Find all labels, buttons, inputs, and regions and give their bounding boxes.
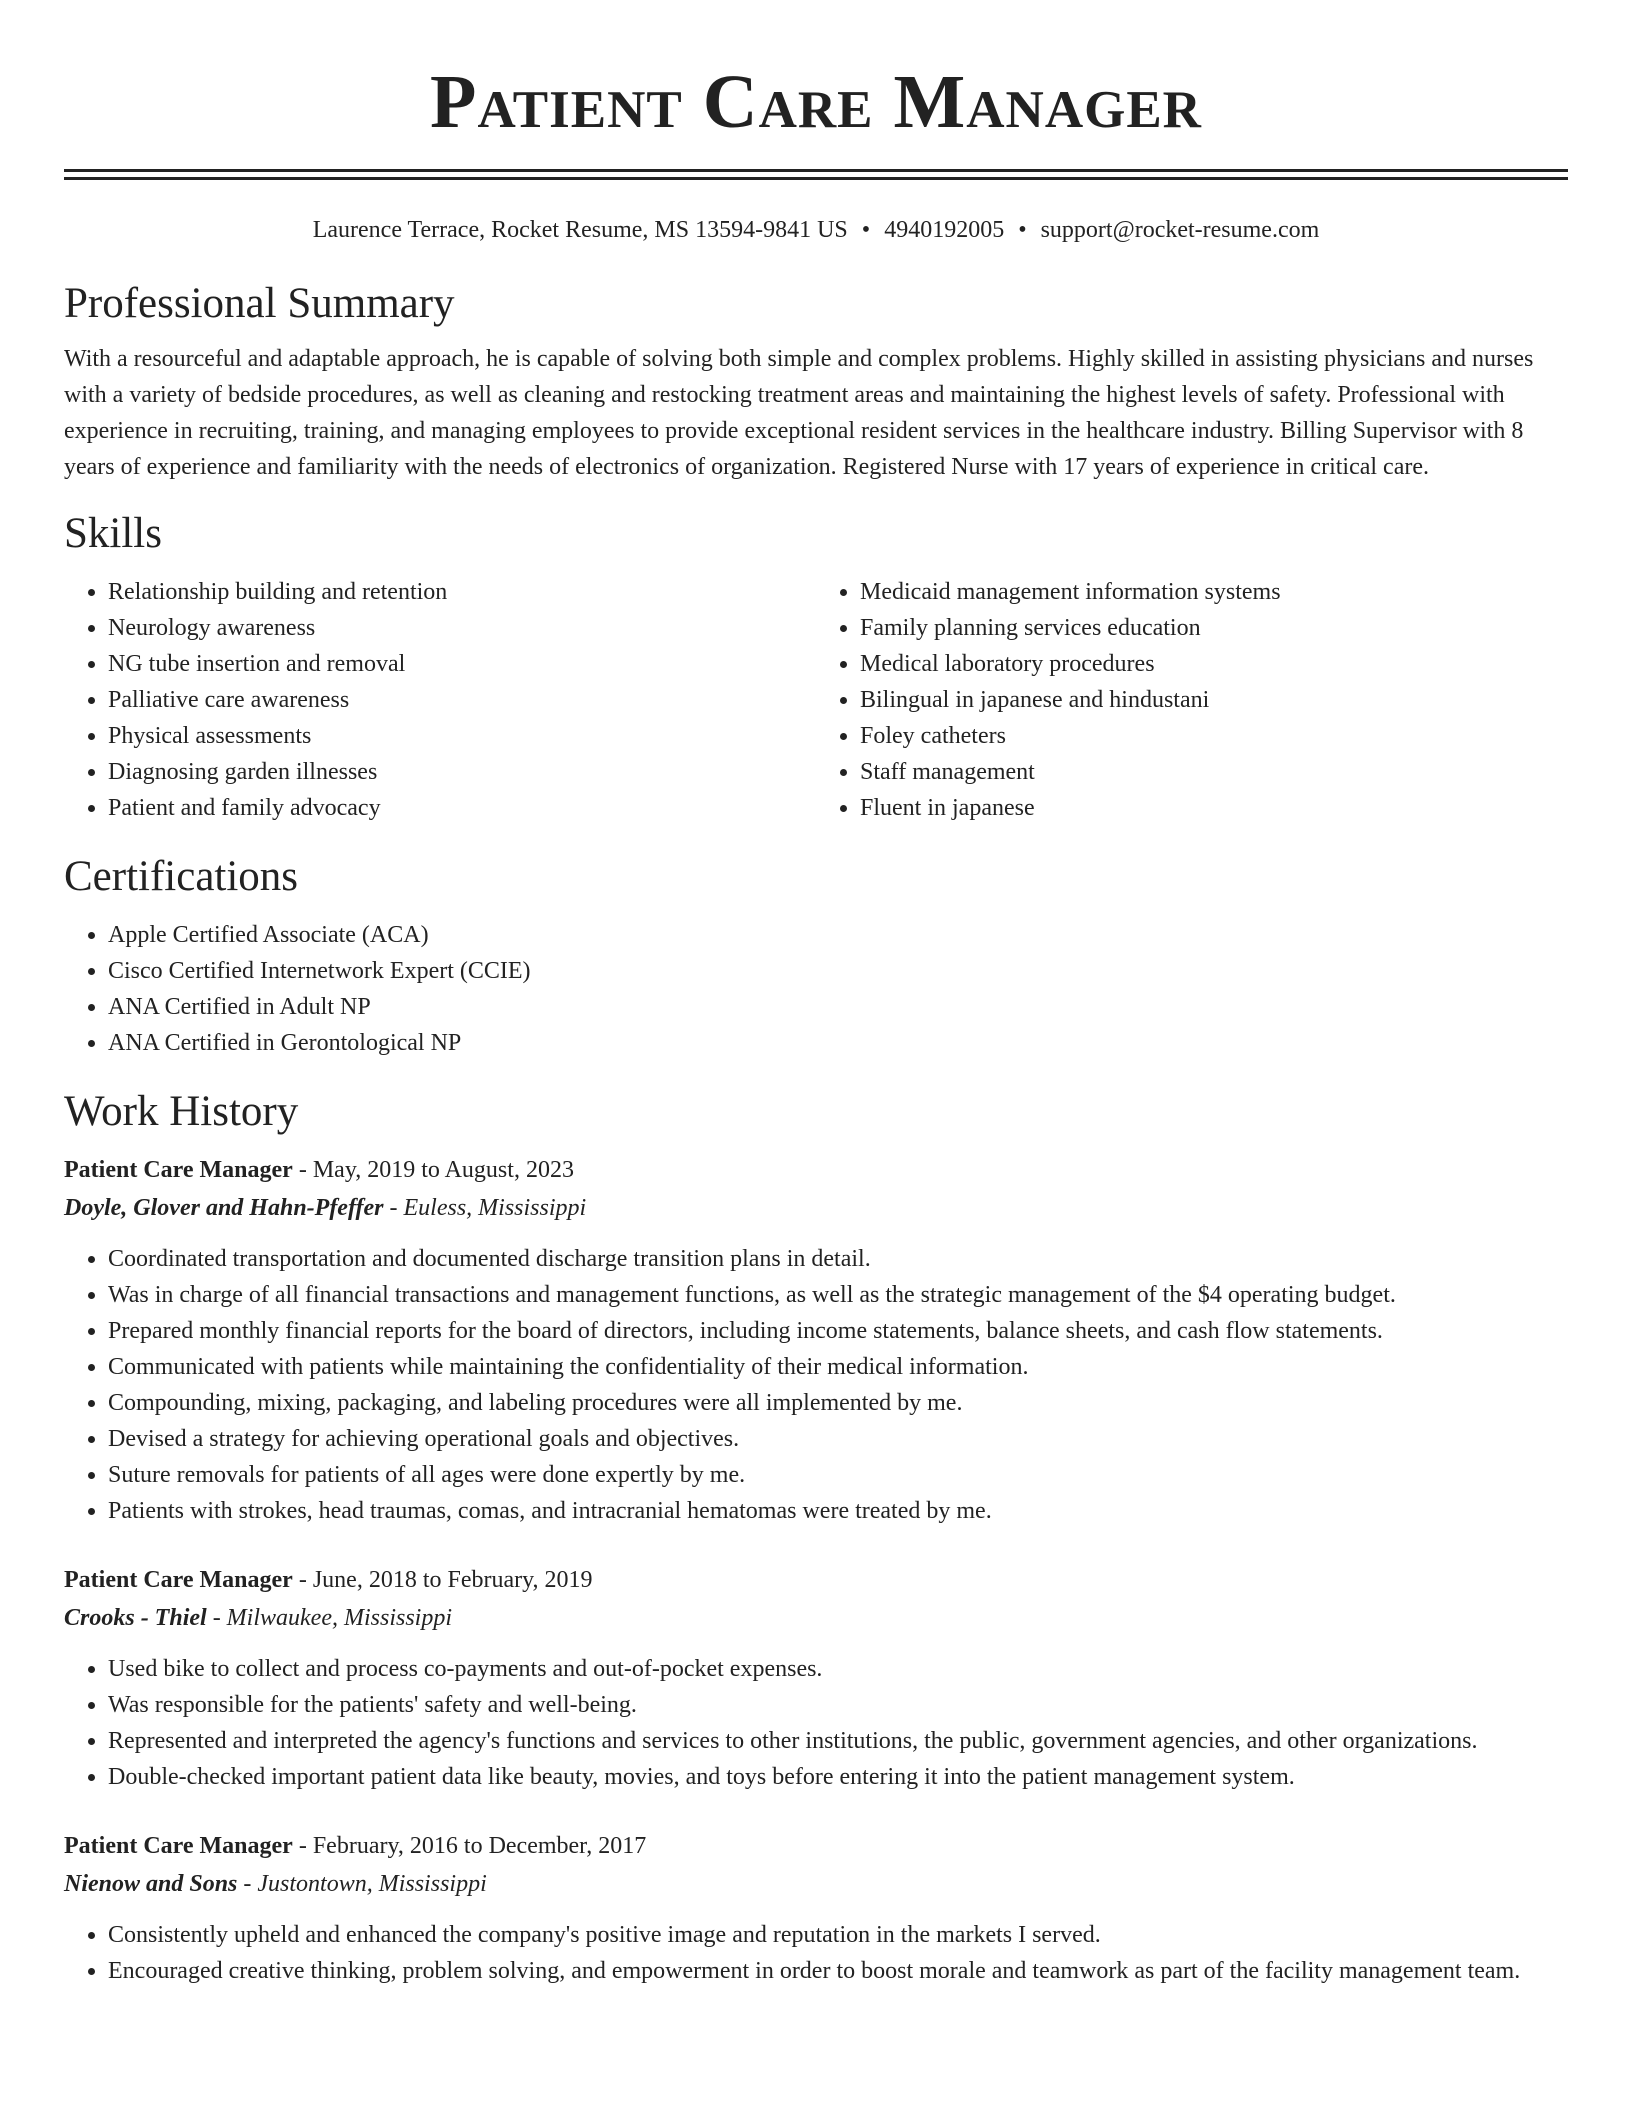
resume-page xyxy=(64,0,1568,1989)
job-dates: - February, 2016 to December, 2017 xyxy=(292,1833,647,1859)
resume-title: Patient Care Manager xyxy=(430,60,1202,144)
contact-address: Laurence Terrace, Rocket Resume, MS 13594-9841 US xyxy=(312,217,848,243)
company-location: - Justontown, Mississippi xyxy=(237,1871,487,1897)
job-dates: - June, 2018 to February, 2019 xyxy=(292,1567,593,1593)
job-title: Patient Care Manager xyxy=(64,1833,293,1859)
work-history-section xyxy=(64,1087,1568,1989)
job-duties xyxy=(64,1651,1568,1795)
job-title-line xyxy=(64,1561,1568,1599)
certification-item: • Cisco Certified Internetwork Expert (CCIE) xyxy=(108,953,1568,989)
duty-item: • Was in charge of all financial transactions and management functions, as well as the strategic management of the $4 operating budget. xyxy=(108,1277,1568,1313)
job-dates: - May, 2019 to August, 2023 xyxy=(292,1157,574,1183)
job-duties xyxy=(64,1241,1568,1529)
job-duties xyxy=(64,1917,1568,1989)
title-divider-thin xyxy=(64,177,1568,180)
skill-item: • Staff management xyxy=(860,754,1568,790)
duty-item: • Used bike to collect and process co-payments and out-of-pocket expenses. xyxy=(108,1651,1568,1687)
contact-separator: • xyxy=(1018,217,1027,243)
duty-item: • Double-checked important patient data like beauty, movies, and toys before entering it into the patient management system. xyxy=(108,1759,1568,1795)
company-line xyxy=(64,1599,1568,1637)
summary-text: With a resourceful and adaptable approach, he is capable of solving both simple and complex problems. Highly skilled in assisting physicians and nurses with a variety of bedside procedures, as well as cleaning and restocking treatment areas and maintaining the highest levels of safety. Professional with experience in recruiting, training, and managing employees to provide exceptional resident services in the healthcare industry. Billing Supervisor with 8 years of experience and familiarity with the needs of electronics of organization. Registered Nurse with 17 years of experience in critical care. xyxy=(64,346,1534,480)
job-entry xyxy=(64,1561,1568,1795)
skills-columns xyxy=(64,574,1568,826)
duty-item: • Compounding, mixing, packaging, and labeling procedures were all implemented by me. xyxy=(108,1385,1568,1421)
certifications-list xyxy=(64,917,1568,1061)
duty-item: • Was responsible for the patients' safety and well-being. xyxy=(108,1687,1568,1723)
job-title: Patient Care Manager xyxy=(64,1157,293,1183)
skills-heading: Skills xyxy=(64,510,162,557)
company-location: - Euless, Mississippi xyxy=(383,1195,587,1221)
duty-item: • Communicated with patients while maintaining the confidentiality of their medical information. xyxy=(108,1349,1568,1385)
skill-item: • Palliative care awareness xyxy=(108,682,816,718)
duty-item: • Consistently upheld and enhanced the company's positive image and reputation in the markets I served. xyxy=(108,1917,1568,1953)
contact-phone: 4940192005 xyxy=(884,217,1005,243)
duty-item: • Suture removals for patients of all ages were done expertly by me. xyxy=(108,1457,1568,1493)
contact-email[interactable]: support@rocket-resume.com xyxy=(1040,217,1320,243)
certifications-heading: Certifications xyxy=(64,853,299,900)
company-location: - Milwaukee, Mississippi xyxy=(206,1605,452,1631)
skill-item: • Physical assessments xyxy=(108,718,816,754)
skill-item: • Foley catheters xyxy=(860,718,1568,754)
skill-item: • Diagnosing garden illnesses xyxy=(108,754,816,790)
job-title-line xyxy=(64,1151,1568,1189)
title-divider-thick xyxy=(64,169,1568,172)
summary-heading: Professional Summary xyxy=(64,280,455,327)
skill-item: • Family planning services education xyxy=(860,610,1568,646)
skills-section xyxy=(64,509,1568,826)
job-title: Patient Care Manager xyxy=(64,1567,293,1593)
work-history-heading: Work History xyxy=(64,1088,299,1135)
skill-item: • Relationship building and retention xyxy=(108,574,816,610)
skills-list-right xyxy=(816,574,1568,826)
duty-item: • Coordinated transportation and documented discharge transition plans in detail. xyxy=(108,1241,1568,1277)
certification-item: • ANA Certified in Adult NP xyxy=(108,989,1568,1025)
company-line xyxy=(64,1189,1568,1227)
job-entry xyxy=(64,1151,1568,1529)
certification-item: • ANA Certified in Gerontological NP xyxy=(108,1025,1568,1061)
skills-list-left xyxy=(64,574,816,826)
job-entry xyxy=(64,1827,1568,1989)
job-title-line xyxy=(64,1827,1568,1865)
duty-item: • Devised a strategy for achieving operational goals and objectives. xyxy=(108,1421,1568,1457)
duty-item: • Encouraged creative thinking, problem solving, and empowerment in order to boost morale and teamwork as part of the facility management team. xyxy=(108,1953,1568,1989)
company-line xyxy=(64,1865,1568,1903)
certifications-section xyxy=(64,852,1568,1061)
certification-item: • Apple Certified Associate (ACA) xyxy=(108,917,1568,953)
skill-item: • Neurology awareness xyxy=(108,610,816,646)
company-name: Doyle, Glover and Hahn-Pfeffer xyxy=(64,1195,384,1221)
summary-section xyxy=(64,279,1568,485)
skill-item: • Patient and family advocacy xyxy=(108,790,816,826)
contact-line xyxy=(64,214,1568,246)
skill-item: • Medical laboratory procedures xyxy=(860,646,1568,682)
contact-separator: • xyxy=(861,217,871,243)
company-name: Nienow and Sons xyxy=(64,1871,238,1897)
skill-item: • Medicaid management information systems xyxy=(860,574,1568,610)
skill-item: • Fluent in japanese xyxy=(860,790,1568,826)
duty-item: • Prepared monthly financial reports for the board of directors, including income statements, balance sheets, and cash flow statements. xyxy=(108,1313,1568,1349)
duty-item: • Represented and interpreted the agency's functions and services to other institutions, the public, government agencies, and other organizations. xyxy=(108,1723,1568,1759)
duty-item: • Patients with strokes, head traumas, comas, and intracranial hematomas were treated by me. xyxy=(108,1493,1568,1529)
company-name: Crooks - Thiel xyxy=(64,1605,207,1631)
skill-item: • Bilingual in japanese and hindustani xyxy=(860,682,1568,718)
skill-item: • NG tube insertion and removal xyxy=(108,646,816,682)
